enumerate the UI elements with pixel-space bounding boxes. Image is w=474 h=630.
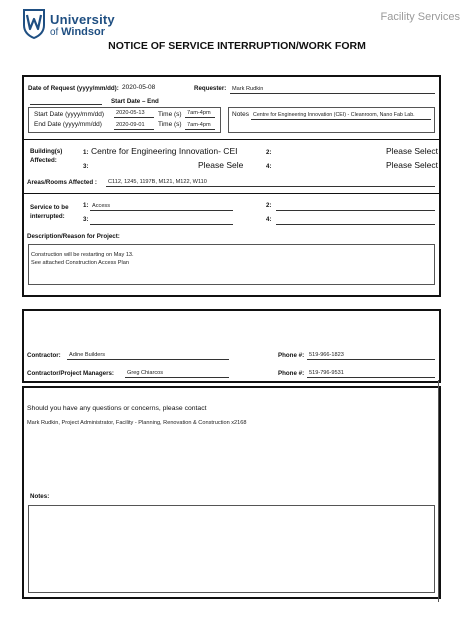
contact-box-right-rule xyxy=(438,380,439,602)
building-2-select[interactable]: Please Select xyxy=(386,146,438,156)
contractor-label: Contractor: xyxy=(27,352,61,359)
building-1-number: 1: xyxy=(83,149,89,156)
project-managers-underline xyxy=(125,377,229,378)
service-1-value[interactable]: Access xyxy=(92,203,111,209)
notes-footer-box[interactable] xyxy=(28,505,435,593)
contractor-underline xyxy=(67,359,229,360)
building-2-number: 2: xyxy=(266,149,272,156)
service-label-line1: Service to be xyxy=(30,204,69,211)
service-2-underline[interactable] xyxy=(276,210,435,211)
start-date-label: Start Date (yyyy/mm/dd) xyxy=(34,111,105,118)
end-date-value[interactable]: 2020-09-01 xyxy=(116,122,145,128)
building-1-select[interactable]: Centre for Engineering Innovation- CEI xyxy=(91,146,238,156)
end-date-label: End Date (yyyy/mm/dd) xyxy=(34,121,102,128)
buildings-label-line2: Affected: xyxy=(30,157,57,164)
building-3-number: 3: xyxy=(83,163,89,170)
service-2-number: 2: xyxy=(266,202,272,209)
areas-rooms-label: Areas/Rooms Affected : xyxy=(27,179,97,186)
phone-label-2: Phone #: xyxy=(278,370,305,377)
logo-university-text: University xyxy=(50,12,115,27)
requester-value[interactable]: Mark Rudkin xyxy=(232,86,264,92)
phone-label-1: Phone #: xyxy=(278,352,305,359)
service-3-underline[interactable] xyxy=(90,224,233,225)
service-1-number: 1: xyxy=(83,202,89,209)
contact-person: Mark Rudkin, Project Administrator, Facility - Planning, Renovation & Construction x2168 xyxy=(27,420,247,426)
areas-rooms-underline xyxy=(106,186,435,187)
university-logo-shield-icon xyxy=(22,9,46,39)
contact-question: Should you have any questions or concerns, please contact xyxy=(27,405,207,412)
contractor-value[interactable]: Adine Builders xyxy=(69,352,106,358)
time-underline-1 xyxy=(185,117,215,118)
notes-label: Notes xyxy=(232,111,249,118)
buildings-label-line1: Building(s) xyxy=(30,148,63,155)
phone-underline-2 xyxy=(307,377,435,378)
requester-label: Requester: xyxy=(194,85,227,92)
time-underline-2 xyxy=(185,129,215,130)
time-label-1: Time (s) xyxy=(158,111,182,118)
service-label-line2: interrupted: xyxy=(30,213,65,220)
service-3-number: 3: xyxy=(83,216,89,223)
phone-underline-1 xyxy=(307,359,435,360)
project-managers-value[interactable]: Greg Chiarcos xyxy=(127,370,164,376)
start-date-underline xyxy=(114,117,154,118)
service-1-underline xyxy=(90,210,233,211)
description-line-1: Construction will be restarting on May 13. xyxy=(31,252,134,258)
logo-windsor-text: of Windsor xyxy=(50,26,106,38)
requester-underline xyxy=(230,93,435,94)
service-4-underline[interactable] xyxy=(276,224,435,225)
description-line-2: See attached Construction Access Plan xyxy=(31,260,129,266)
notes-underline xyxy=(251,119,431,120)
date-of-request-value[interactable]: 2020-05-08 xyxy=(122,84,156,91)
areas-rooms-value[interactable]: C112, 1245, 1197B, M121, M122, W110 xyxy=(108,179,207,185)
building-3-select[interactable]: Please Sele xyxy=(198,160,244,170)
time-value-1[interactable]: 7am-4pm xyxy=(187,110,211,116)
notes-footer-label: Notes: xyxy=(30,493,50,500)
start-date-value[interactable]: 2020-05-13 xyxy=(116,110,145,116)
time-value-2[interactable]: 7am-4pm xyxy=(187,122,211,128)
project-managers-label: Contractor/Project Managers: xyxy=(27,370,114,377)
department-name: Facility Services xyxy=(380,11,460,23)
building-4-number: 4: xyxy=(266,163,272,170)
form-title: NOTICE OF SERVICE INTERRUPTION/WORK FORM xyxy=(108,40,366,52)
building-4-select[interactable]: Please Select xyxy=(386,160,438,170)
time-label-2: Time (s) xyxy=(158,121,182,128)
start-end-label: Start Date – End xyxy=(111,98,159,105)
end-date-underline xyxy=(114,129,154,130)
phone-value-2[interactable]: 519-796-9531 xyxy=(309,370,344,376)
notes-value[interactable]: Centre for Engineering Innovation (CEI) - Cleanroom, Nano Fab Lab. xyxy=(253,112,415,118)
description-label: Description/Reason for Project: xyxy=(27,233,120,240)
date-of-request-label: Date of Request (yyyy/mm/dd): xyxy=(28,85,119,92)
notes-box xyxy=(228,107,435,133)
start-end-underline xyxy=(30,104,102,105)
service-4-number: 4: xyxy=(266,216,272,223)
phone-value-1[interactable]: 519-966-1823 xyxy=(309,352,344,358)
